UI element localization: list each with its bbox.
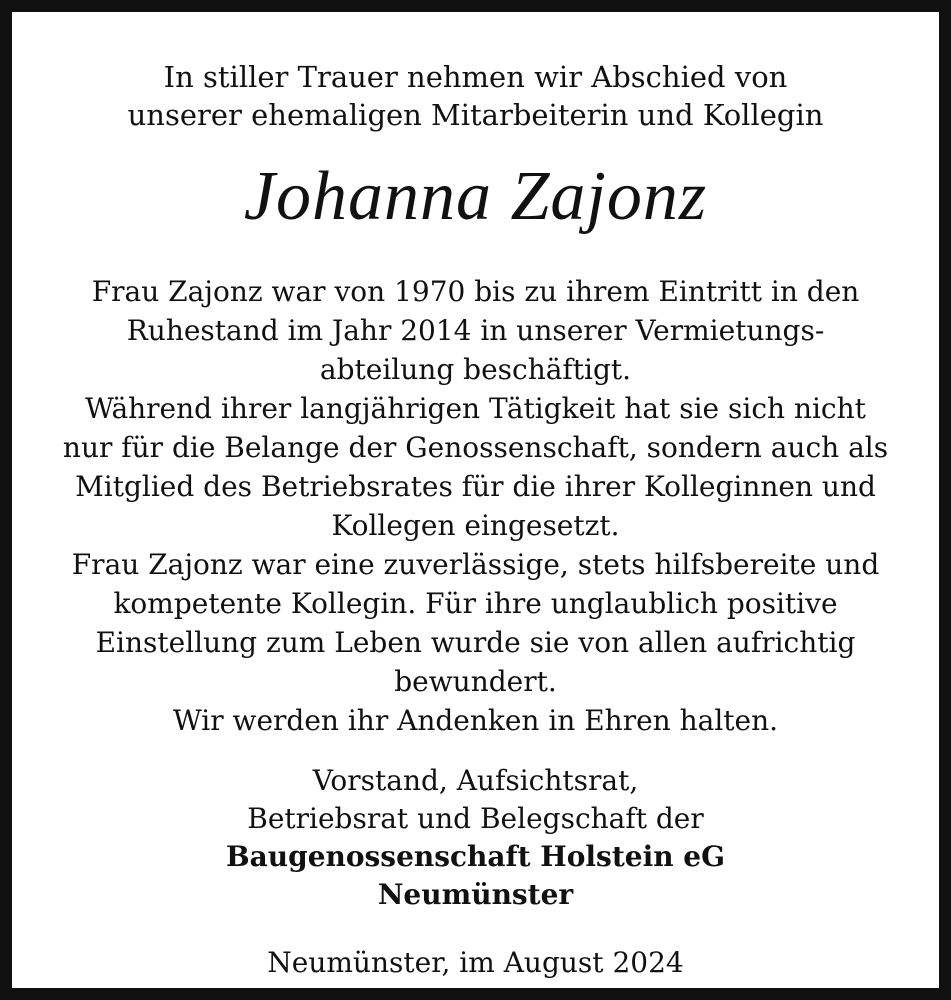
- company-city: Neumünster: [377, 878, 574, 911]
- body-line: Frau Zajonz war eine zuverlässige, stets hilfsbereite und: [71, 548, 880, 581]
- deceased-name: Johanna Zajonz: [243, 158, 708, 235]
- dateline: Neumünster, im August 2024: [267, 946, 684, 979]
- intro-text: [24, 58, 927, 134]
- body-line: Mitglied des Betriebsrates für die ihrer Kolleginnen und: [75, 470, 876, 503]
- body-line: bewundert.: [394, 665, 557, 698]
- body-line: abteilung beschäftigt.: [319, 353, 632, 386]
- body-line: Ruhestand im Jahr 2014 in unserer Vermietungs-: [126, 314, 825, 347]
- body-line: Kollegen eingesetzt.: [331, 509, 620, 542]
- intro-line: unserer ehemaligen Mitarbeiterin und Kollegin: [127, 98, 824, 132]
- company-name: Baugenossenschaft Holstein eG: [225, 840, 726, 873]
- signature-line-2: Betriebsrat und Belegschaft der: [247, 802, 704, 835]
- body-line: kompetente Kollegin. Für ihre unglaublich positive: [113, 587, 838, 620]
- body-line: Wir werden ihr Andenken in Ehren halten.: [172, 704, 779, 737]
- body-line: nur für die Belange der Genossenschaft, sondern auch als: [62, 431, 889, 464]
- signature-line-1: Vorstand, Aufsichtsrat,: [312, 764, 639, 797]
- body-line: Während ihrer langjährigen Tätigkeit hat sie sich nicht: [85, 392, 866, 425]
- body-line: Frau Zajonz war von 1970 bis zu ihrem Eintritt in den: [91, 275, 860, 308]
- signature-block: [24, 762, 927, 914]
- body-line: Einstellung zum Leben wurde sie von allen aufrichtig: [95, 626, 856, 659]
- intro-line: In stiller Trauer nehmen wir Abschied von: [163, 60, 788, 94]
- obituary-body: [24, 272, 927, 740]
- obituary-content: [24, 24, 927, 979]
